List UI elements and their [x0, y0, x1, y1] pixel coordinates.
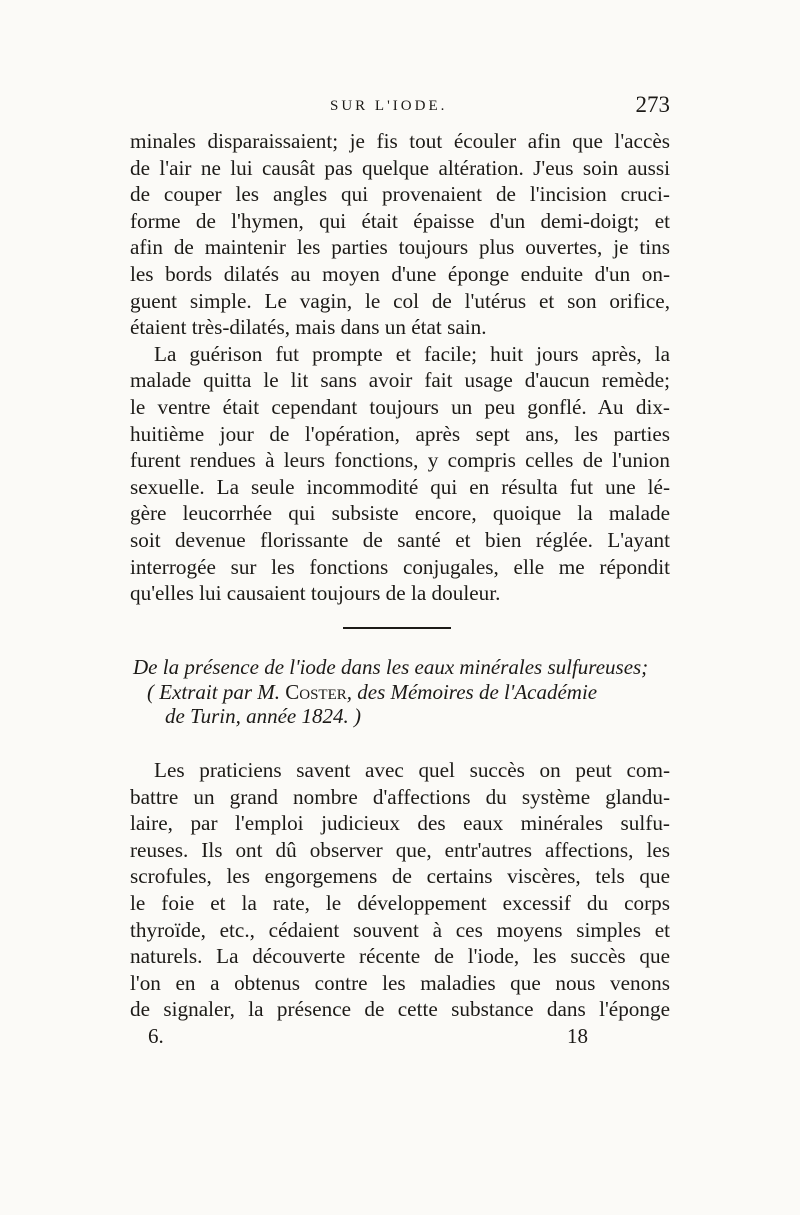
page-number: 273 — [635, 92, 670, 117]
signature-mark: 6. — [148, 1024, 164, 1048]
text-line: le foie et la rate, le développement excessif du corps — [130, 890, 670, 915]
text-line: afin de maintenir les parties toujours plus ouvertes, je tins — [130, 235, 670, 260]
text-line: interrogée sur les fonctions conjugales, elle me répondit — [130, 554, 670, 579]
body-text-top — [130, 128, 670, 607]
text-line: scrofules, les engorgemens de certains viscères, tels que — [130, 864, 670, 889]
section-source: de Turin, année 1824. ) — [165, 704, 361, 728]
text-line: l'on en a obtenus contre les maladies que nous venons — [130, 970, 670, 995]
text-line: étaient très-dilatés, mais dans un état sain. — [130, 315, 487, 340]
text-line: sexuelle. La seule incommodité qui en résulta fut une lé- — [130, 474, 670, 499]
text-line: de signaler, la présence de cette substance dans l'éponge — [130, 997, 670, 1022]
text-line: malade quitta le lit sans avoir fait usage d'aucun remède; — [130, 368, 670, 393]
text-line: forme de l'hymen, qui était épaisse d'un demi-doigt; et — [130, 208, 670, 233]
text-line: gère leucorrhée qui subsiste encore, quoique la malade — [130, 501, 670, 526]
section-attribution — [133, 680, 673, 705]
page-footer — [148, 1024, 588, 1054]
paragraph-continued — [130, 128, 670, 341]
text-line: huitième jour de l'opération, après sept ans, les parties — [130, 421, 670, 446]
paragraph-recovery — [130, 341, 670, 607]
text-line: guent simple. Le vagin, le col de l'utérus et son orifice, — [130, 288, 670, 313]
page-header — [130, 92, 670, 126]
text-line: furent rendues à leurs fonctions, y compris celles de l'union — [130, 448, 670, 473]
text-line: soit devenue florissante de santé et bien réglée. L'ayant — [130, 527, 670, 552]
text-line: les bords dilatés au moyen d'une éponge enduite d'un on- — [130, 261, 670, 286]
sheet-number: 18 — [567, 1024, 588, 1048]
text-line: battre un grand nombre d'affections du système glandu- — [130, 784, 670, 809]
attribution-source: , des Mémoires de l'Académie — [346, 679, 598, 704]
running-title: SUR L'IODE. — [330, 98, 448, 114]
section-title: De la présence de l'iode dans les eaux minérales sulfureuses; — [133, 655, 649, 679]
text-line: Les praticiens savent avec quel succès on peut com- — [154, 758, 670, 782]
text-line: La guérison fut prompte et facile; huit jours après, la — [154, 341, 670, 366]
text-line: laire, par l'emploi judicieux des eaux minérales sulfu- — [130, 811, 670, 836]
section-divider — [343, 627, 451, 629]
text-line: reuses. Ils ont dû observer que, entr'autres affections, les — [130, 837, 670, 862]
text-line: thyroïde, etc., cédaient souvent à ces moyens simples et — [130, 917, 670, 942]
text-line: de couper les angles qui provenaient de l'incision cruci- — [130, 182, 670, 207]
text-line: minales disparaissaient; je fis tout écouler afin que l'accès — [130, 129, 670, 153]
text-line: qu'elles lui causaient toujours de la douleur. — [130, 581, 501, 606]
text-line: le ventre était cependant toujours un peu gonflé. Au dix- — [130, 394, 670, 419]
author-name: Coster — [285, 679, 347, 704]
text-line: naturels. La découverte récente de l'iode, les succès que — [130, 944, 670, 969]
body-text-bottom — [130, 757, 670, 1023]
attribution-prefix: ( Extrait par M. — [147, 679, 286, 704]
section-heading — [133, 655, 673, 729]
text-line: de l'air ne lui causât pas quelque altération. J'eus soin aussi — [130, 155, 670, 180]
